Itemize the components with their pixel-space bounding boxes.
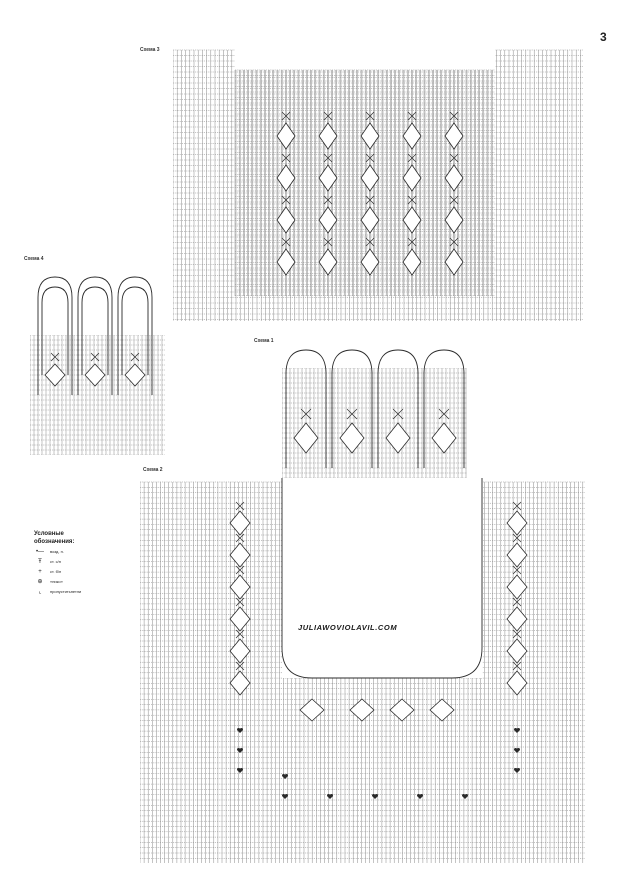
heart-stitch-motif <box>372 794 378 799</box>
heart-stitch-motif <box>282 774 288 779</box>
lace-bow-motif <box>439 409 449 419</box>
legend-item-label: пропуститьпетли <box>50 589 82 594</box>
scheme-label-top: Схема 3 <box>140 47 160 53</box>
legend-item <box>34 569 124 575</box>
heart-stitch-motif <box>417 794 423 799</box>
lace-bow-motif <box>366 196 374 204</box>
skip-stitch-icon: ⌞ <box>38 589 42 595</box>
lace-bow-motif <box>324 238 332 246</box>
lace-diamond-motif <box>319 249 337 275</box>
lace-diamond-motif <box>507 543 527 567</box>
lace-diamond-motif <box>319 207 337 233</box>
legend <box>34 530 124 599</box>
lace-diamond-motif <box>230 543 250 567</box>
page-number: 3 <box>600 30 607 44</box>
lace-bow-motif <box>450 196 458 204</box>
legend-item <box>34 589 124 595</box>
stitch-grid <box>30 335 165 455</box>
lace-bow-motif <box>282 196 290 204</box>
lace-diamond-motif <box>230 575 250 599</box>
single-crochet-icon: + <box>38 569 42 575</box>
scheme-label-middle: Схема 1 <box>254 338 274 344</box>
legend-item-label: ст. б/н <box>50 569 62 574</box>
lace-diamond-motif <box>403 249 421 275</box>
lace-bow-motif <box>408 238 416 246</box>
lace-diamond-motif <box>230 639 250 663</box>
legend-item-label: «пико» <box>50 579 63 584</box>
heart-stitch-motif <box>514 768 520 773</box>
legend-item-label: ст. с/н <box>50 559 61 564</box>
heart-stitch-motif <box>514 728 520 733</box>
lace-diamond-motif <box>507 575 527 599</box>
lace-diamond-motif <box>277 249 295 275</box>
picot-icon: ⊕ <box>37 579 43 585</box>
lace-diamond-motif <box>507 671 527 695</box>
legend-item <box>34 559 124 565</box>
watermark-url: JULIAWOVIOLAVIL.COM <box>298 623 398 632</box>
lace-diamond-motif <box>230 511 250 535</box>
lace-diamond-motif <box>432 423 456 453</box>
crochet-chart-left <box>30 265 165 455</box>
chain-stitch-icon: •— <box>35 549 45 555</box>
lace-diamond-motif <box>294 423 318 453</box>
crochet-chart-top <box>173 46 583 321</box>
scheme-label-bottom: Схема 2 <box>143 467 163 473</box>
lace-diamond-motif <box>277 207 295 233</box>
lace-diamond-motif <box>361 249 379 275</box>
lace-bow-motif <box>347 409 357 419</box>
lace-diamond-motif <box>507 639 527 663</box>
chart-gap <box>282 478 482 678</box>
lace-bow-motif <box>324 196 332 204</box>
lace-diamond-motif <box>403 207 421 233</box>
double-crochet-icon: Ŧ <box>38 559 42 565</box>
lace-diamond-motif <box>445 123 463 149</box>
heart-stitch-motif <box>237 728 243 733</box>
lace-bow-motif <box>450 238 458 246</box>
lace-bow-motif <box>408 196 416 204</box>
lace-diamond-motif <box>386 423 410 453</box>
lace-diamond-motif <box>507 607 527 631</box>
lace-bow-motif <box>282 238 290 246</box>
lace-diamond-motif <box>430 699 454 721</box>
scheme-label-left: Схема 4 <box>24 256 44 262</box>
heart-stitch-motif <box>237 768 243 773</box>
legend-item-label: возд. п. <box>50 549 64 554</box>
heart-stitch-motif <box>282 794 288 799</box>
lace-diamond-motif <box>507 511 527 535</box>
legend-item <box>34 549 124 555</box>
lace-diamond-motif <box>445 249 463 275</box>
chart-gap <box>282 338 467 368</box>
lace-diamond-motif <box>361 207 379 233</box>
chart-gap <box>30 265 165 335</box>
heart-stitch-motif <box>327 794 333 799</box>
heart-stitch-motif <box>462 794 468 799</box>
lace-diamond-motif <box>350 699 374 721</box>
legend-item <box>34 579 124 585</box>
chart-gap <box>235 46 495 70</box>
crochet-chart-bottom <box>140 478 585 863</box>
lace-diamond-motif <box>445 207 463 233</box>
lace-diamond-motif <box>230 671 250 695</box>
legend-title: Условные обозначения: <box>34 531 75 545</box>
lace-diamond-motif <box>230 607 250 631</box>
lace-bow-motif <box>366 238 374 246</box>
lace-diamond-motif <box>340 423 364 453</box>
